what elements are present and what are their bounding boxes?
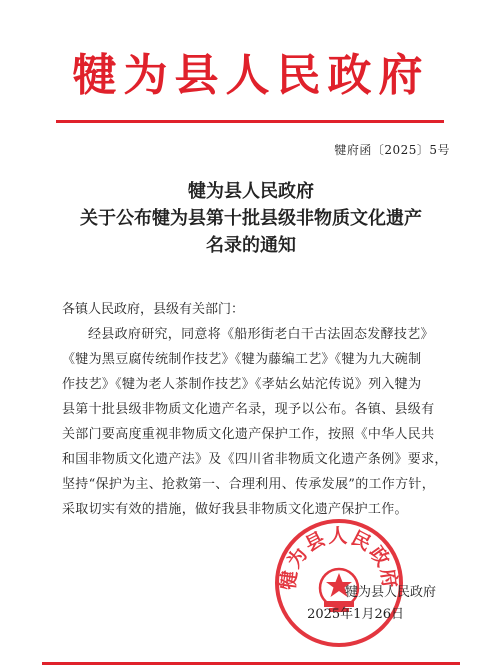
red-header-rule bbox=[56, 120, 444, 123]
title-line-2: 关于公布犍为县第十批县级非物质文化遗产 bbox=[80, 208, 422, 229]
body-line: 坚持“保护为主、抢救第一、合理利用、传承发展”的工作方针， bbox=[62, 477, 435, 492]
body-line: 经县政府研究，同意将《船形街老白干古法固态发酵技艺》 bbox=[88, 327, 434, 342]
seal-text-path: 犍为县人民政府 bbox=[277, 525, 401, 592]
title-line-1: 犍为县人民政府 bbox=[188, 181, 314, 202]
seal-stamp-icon bbox=[272, 516, 406, 650]
body-line: 采取切实有效的措施，做好我县非物质文化遗产保护工作。 bbox=[62, 502, 408, 517]
body-text bbox=[62, 322, 448, 522]
salutation: 各镇人民政府，县级有关部门： bbox=[62, 302, 245, 317]
body-line: 县第十批县级非物质文化遗产名录，现予以公布。各镇、县级有 bbox=[62, 402, 435, 417]
title-line-3: 名录的通知 bbox=[206, 235, 296, 256]
body-line: 作技艺》《犍为老人茶制作技艺》《孝姑幺姑沱传说》列入犍为 bbox=[62, 377, 422, 392]
body-line: 关部门要高度重视非物质文化遗产保护工作，按照《中华人民共 bbox=[62, 427, 435, 442]
document-title bbox=[0, 178, 502, 259]
red-footer-rule bbox=[42, 662, 460, 665]
body-line: 《犍为黑豆腐传统制作技艺》《犍为藤编工艺》《犍为九大碗制 bbox=[62, 352, 422, 367]
official-seal bbox=[272, 516, 406, 650]
body-line: 和国非物质文化遗产法》及《四川省非物质文化遗产条例》要求， bbox=[62, 452, 448, 467]
document-number: 犍府函〔2025〕5号 bbox=[334, 143, 450, 157]
red-header-title: 犍为县人民政府 bbox=[72, 50, 430, 101]
signature-organization: 犍为县人民政府 bbox=[344, 585, 436, 600]
signature-date: 2025年1月26日 bbox=[307, 607, 404, 622]
